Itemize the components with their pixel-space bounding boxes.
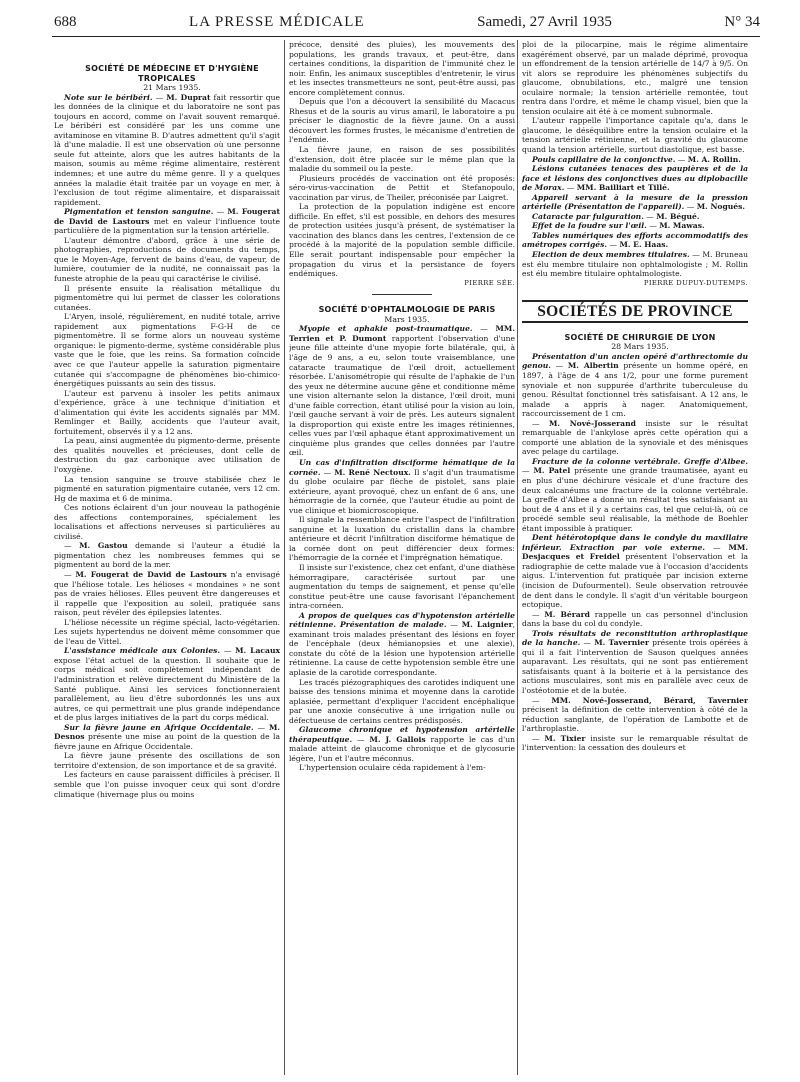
article-text: présentent l'observation et la radiographie de cette malade vue à l'occasion d'accidents aigus. L'intervention fut pratiquée par incision externe (incision de Dufourmentel). Seule observation retrouvée de dent dans le condyle. Il s'agit d'un véritable bourgeon ectopique.: [522, 552, 748, 610]
paragraph: L'auteur est parvenu à insoler les petits animaux d'expérience, grâce à une technique d'initiation et d'alimentation qui évite les accidents signalés par MM. Remlinger et Bailly, accidents que l'auteur avait, fortuitement, observés il y a 12 ans.: [54, 388, 280, 436]
communication-title: Appareil servant à la mesure de la pression artérielle (Présentation de l'appareil).: [522, 192, 748, 212]
column-2: [289, 40, 515, 1080]
article-author: M. René Nectoux.: [334, 467, 411, 477]
article-title: Sur la fièvre jaune en Afrique Occidentale.: [64, 722, 254, 732]
article-author: M. Tavernier: [594, 638, 649, 648]
article-title: Un cas d'infiltration disciforme hématique de la cornée.: [289, 457, 515, 477]
communication-title: Lésions cutanées tenaces des paupières et de la face et lésions des conjonctives dues au diplobacille de Morax.: [522, 164, 748, 193]
society-heading: SOCIÉTÉ DE CHIRURGIE DE LYON: [564, 332, 716, 342]
article: L'assistance médicale aux Colonies. — M. Lacaux expose l'état actuel de la question. Il souhaite que le corps médical soit complètement indépendant de l'administration et relève directement du Ministère de la Santé publique. Ainsi les services fonctionneraient parallèlement, au lieu d'être subordonnés les uns aux autres, ce qui permettrait une plus grande indépendance et de plus larges initiatives de la part du corps médical.: [54, 646, 280, 723]
communication: Election de deux membres titulaires. — M. Bruneau est élu membre titulaire non ophtalmologiste ; M. Rollin est élu membre titulaire ophtalmologiste.: [522, 250, 748, 279]
discussant: MM. Nové-Josserand, Bérard, Tavernier: [551, 695, 748, 705]
article: Note sur le béribéri. — M. Duprat fait ressortir que les données de la clinique et du laboratoire ne sont pas toujours en accord, comme on l'avait souvent remarqué. Le béribéri est considéré par les uns comme une avitaminose en vitamine B. D'autres admettent qu'il s'agit là d'une maladie. Il est une observation où une personne seule fut atteinte, alors que les autres habitants de la maison, soumis au même régime alimentaire, restèrent indemnes; et une autre du même genre. Il y a quelques années la maladie était traitée par un voyage en mer, à l'exclusion de tout régime alimentaire, et disparaissait rapidement.: [54, 92, 280, 207]
discussant: M. Fougerat de David de Lastours: [75, 569, 227, 579]
article-title: Note sur le béribéri.: [64, 92, 153, 102]
article: Myopie et aphakie post-traumatique. — MM. Terrien et P. Dumont rapportent l'observation d'une jeune fille atteinte d'une myopie forte bilatérale, qui, à l'âge de 9 ans, a eu, selon toute vraisemblance, une cataracte traumatique de l'œil droit, actuellement résorbée. L'anisométropie qui résulte de l'aphakie de l'un des yeux ne détermine aucune gêne et conditionne même une vision alternante selon la distance, l'œil droit, muni d'une faible correction, étant utilisé pour la vision au loin, l'œil gauche servant à voir de près. Les auteurs signalent la disproportion qui existe entre les images rétiniennes, celles vues par l'œil aphaque étant approximativement un cinquième plus grandes que celles données par l'autre œil.: [289, 324, 515, 458]
article-text: présente une mise au point de la question de la fièvre jaune en Afrique Occidentale.: [54, 732, 280, 751]
article-title: Pigmentation et tension sanguine.: [64, 207, 214, 217]
paragraph: La protection de la population indigène est encore difficile. En effet, s'il est possible, en dehors des mesures de protection usitées jusqu'à présent, de systématiser la vaccination des blancs dans les centres, l'extension de ce procédé à la majorité de la population semble difficile. Elle serait pourtant indispensable pour empêcher la propagation du virus et la persistance de foyers endémiques.: [289, 202, 515, 279]
article-title: Fracture de la colonne vertébrale. Greffe d'Albee.: [532, 456, 748, 466]
paragraph: La peau, ainsi augmentée du pigmento-derme, présente des qualités nouvelles et précieuses, dont celle de destruction du gaz carbonique avec utilisation de l'oxygène.: [54, 436, 280, 474]
article: Pigmentation et tension sanguine. — M. Fougerat de David de Lastours met en valeur l'influence toute particulière de la pigmentation sur la tension artérielle.: [54, 207, 280, 236]
article-title: Glaucome chronique et hypotension artérielle thérapeutique.: [289, 725, 515, 744]
article-text: expose l'état actuel de la question. Il souhaite que le corps médical soit complètement indépendant de l'administration et relève directement du Ministère de la Santé publique. Ainsi les services fonctionneraient parallèlement, au lieu d'être subordonnés les uns aux autres, ce qui permettrait une plus grande indépendance et de plus larges initiatives de la part du corps médical.: [54, 655, 280, 723]
discussant: M. Bérard: [544, 609, 590, 619]
article-title: L'assistance médicale aux Colonies.: [64, 646, 221, 656]
article-text: rapportent l'observation d'une jeune fille atteinte d'une myopie forte bilatérale, qui, à l'âge de 9 ans, a eu, selon toute vraisemblance, une cataracte traumatique de l'œil droit, actuellement résorbée. L'anisométropie qui résulte de l'aphakie de l'un des yeux ne détermine aucune gêne et conditionne même une vision alternante selon la distance, l'œil droit, muni d'une faible correction, étant utilisé pour la vision au loin, l'œil gauche servant à voir de près. Les auteurs signalent la disproportion qui existe entre les images rétiniennes, celles vues par l'œil aphaque étant approximativement un cinquième plus grandes que celles données par l'autre œil.: [289, 333, 515, 458]
column-divider: [517, 40, 518, 1075]
article-author: M. Patel: [533, 466, 571, 476]
article-text: met en valeur l'influence toute particulière de la pigmentation sur la tension artérielle.: [54, 216, 280, 236]
paragraph: Ces notions éclairent d'un jour nouveau la pathogénie des affections contemporaines, spécialement les localisations et affections nerveuses si particulières au civilisé.: [54, 503, 280, 541]
page-number: 688: [54, 14, 77, 30]
article-title: Présentation d'un ancien opéré d'arthrectomie du genou.: [522, 351, 748, 371]
paragraph: Les facteurs en cause paraissent difficiles à préciser. Il semble que l'on puisse invoquer ceux qui sont d'ordre climatique (hivernage plus ou moins: [54, 770, 280, 799]
article-text: présente une grande traumatisée, ayant eu en plus d'une déchirure vésicale et d'une fracture des deux calcanéums une fracture de la colonne vertébrale. La greffe d'Albee a donné un résultat très satisfaisant au bout de 4 ans et il y a certains cas, tel que celui-là, où ce procédé semble seul réalisable, la méthode de Boehler étant impossible à pratiquer.: [522, 466, 748, 533]
header-rule: [52, 36, 760, 37]
discussion: — M. Tixier insiste sur le remarquable résultat de l'intervention: la cessation des douleurs et: [522, 733, 748, 753]
article-text: , examinant trois malades présentant des lésions en foyer de l'encéphale (deux hémianopsies et une alexie), constate du côté de la lésion une hypotension artérielle rétinienne. La cause de cette hypotension semble être une aplasie de la carotide correspondante.: [289, 620, 515, 677]
section-banner: SOCIÉTÉS DE PROVINCE: [522, 300, 748, 323]
society-heading: SOCIÉTÉ D'OPHTALMOLOGIE DE PARIS: [318, 305, 496, 315]
communication: Effet de la foudre sur l'œil. — M. Mawas.: [532, 221, 705, 231]
communication-author: M. Mawas.: [659, 221, 705, 231]
session-date: 28 Mars 1935.: [611, 342, 669, 352]
discussion: — M. Bérard rappelle un cas personnel d'inclusion dans la base du col du condyle.: [522, 609, 748, 629]
discussion: — MM. Nové-Josserand, Bérard, Tavernier précisent la définition de cette intervention à côté de la réduction sanglante, de l'opération de Lambotte et de l'arthroplastie.: [522, 695, 748, 734]
article-title: Myopie et aphakie post-traumatique.: [299, 324, 473, 334]
article: A propos de quelques cas d'hypotension artérielle rétinienne. Présentation de malade. — M. Laignier, examinant trois malades présentant des lésions en foyer de l'encéphale (deux hémianopsies et une alexie), constate du côté de la lésion une hypotension artérielle rétinienne. La cause de cette hypotension semble être une aplasie de la carotide correspondante.: [289, 610, 515, 677]
communication-title: Election de deux membres titulaires.: [532, 250, 690, 260]
communication-author: M. Nogués.: [696, 202, 746, 212]
discussion-text: insiste sur le résultat remarquable de l'ankylose après cette opération qui a comporté une ablation de la synoviale et des ménisques avec pelage du cartilage.: [522, 418, 748, 457]
communication-title: Cataracte par fulguration.: [532, 211, 644, 221]
article-author: M. Laignier: [461, 620, 513, 630]
article-author: M. Albertin: [567, 361, 619, 371]
communication: Cataracte par fulguration. — M. Bégué.: [532, 211, 700, 221]
communication-title: Tables numériques des efforts accommodatifs des amétropes corrigés.: [522, 230, 748, 250]
discussant: M. Nové-Josserand: [549, 418, 636, 428]
article-author: MM. Terrien et P. Dumont: [289, 324, 515, 343]
paragraph: L'héliose nécessite un régime spécial, lacto-végétarien. Les sujets hypertendus ne doivent même consommer que de l'eau de Vittel.: [54, 617, 280, 646]
communication-author: MM. Bailliart et Tillé.: [576, 183, 670, 193]
paragraph: L'auteur rappelle l'importance capitale qu'a, dans le glaucome, le déséquilibre entre la tension oculaire et la tension artérielle rétinienne, et la gravité du glaucome quand la tension artérielle, surtout diastolique, est basse.: [522, 116, 748, 155]
discussant: M. Tixier: [544, 733, 586, 743]
column-divider: [284, 40, 285, 1075]
article-title: A propos de quelques cas d'hypotension artérielle rétinienne. Présentation de malade.: [289, 610, 515, 630]
discussion-text: demande si l'auteur a étudié la pigmentation chez les nombreuses femmes qui se pigmentent au bord de la mer.: [54, 541, 280, 570]
article: Présentation d'un ancien opéré d'arthrectomie du genou. — M. Albertin présente un homme opéré, en 1897, à l'âge de 4 ans 1/2, pour une forme purement synoviale et non suppurée d'arthrite tuberculeuse du genou. Résultat fonctionnel très satisfaisant. A 12 ans, le malade a appris à nager. Anatomiquement, raccourcissement de 1 cm.: [522, 351, 748, 419]
communication-title: Pouls capillaire de la conjonctive.: [532, 154, 676, 164]
paragraph: Il signale la ressemblance entre l'aspect de l'infiltration sanguine et la luxation du cristallin dans la chambre antérieure et décrit l'infiltration disciforme hématique de la cornée dont on peut différencier deux formes: l'hémorragie de la cornée et l'imprégnation hématique.: [289, 515, 515, 563]
article-author: M. J. Gallois: [369, 734, 426, 744]
article: Dent hétérotopique dans le condyle du maxillaire inférieur. Extraction par voie externe. — MM. Desjacques et Freidel présentent l'observation et la radiographie de cette malade vue à l'occasion d'accidents aigus. L'intervention fut pratiquée par incision externe (incision de Dufourmentel). Seule observation retrouvée de dent dans le condyle. Il s'agit d'un véritable bourgeon ectopique.: [522, 533, 748, 610]
column-3: [522, 40, 748, 1080]
communication-author: M. A. Rollin.: [687, 154, 741, 164]
article-author: M. Fougerat de David de Lastours: [54, 207, 280, 226]
article: Glaucome chronique et hypotension artérielle thérapeutique. — M. J. Gallois rapporte le cas d'un malade atteint de glaucome chronique et de glycosurie légère, l'un et l'autre méconnus.: [289, 725, 515, 763]
article-text: Il s'agit d'un traumatisme du globe oculaire par flèche de pistolet, sans plaie extérieure, ayant provoqué, chez un enfant de 6 ans, une hémorragie de la cornée, que l'auteur étudie au point de vue clinique et biomicroscopique.: [289, 467, 515, 515]
journal-title: LA PRESSE MÉDICALE: [189, 14, 365, 30]
article-author: M. Desnos: [54, 722, 280, 742]
article: Fracture de la colonne vertébrale. Greffe d'Albee. — M. Patel présente une grande traumatisée, ayant eu en plus d'une déchirure vésicale et d'une fracture des deux calcanéums une fracture de la colonne vertébrale. La greffe d'Albee a donné un résultat très satisfaisant au bout de 4 ans et il y a certains cas, tel que celui-là, où ce procédé semble seul réalisable, la méthode de Boehler étant impossible à pratiquer.: [522, 456, 748, 533]
column-1: [54, 40, 280, 1080]
article-text: présente un homme opéré, en 1897, à l'âge de 4 ans 1/2, pour une forme purement synoviale et non suppurée d'arthrite tuberculeuse du genou. Résultat fonctionnel très satisfaisant. A 12 ans, le malade a appris à nager. Anatomiquement, raccourcissement de 1 cm.: [522, 361, 748, 419]
issue-number: N° 34: [724, 14, 760, 30]
page-header: [54, 14, 760, 36]
paragraph: Il présente ensuite la réalisation métallique du pigmentomètre qui lui permet de classer les colorations cutanées.: [54, 283, 280, 312]
paragraph: La fièvre jaune présente des oscillations de son territoire d'extension, de son importance et de sa gravité.: [54, 751, 280, 770]
article-title: Dent hétérotopique dans le condyle du maxillaire inférieur. Extraction par voie externe.: [522, 533, 748, 552]
discussion: — M. Gastou demande si l'auteur a étudié la pigmentation chez les nombreuses femmes qui se pigmentent au bord de la mer.: [54, 541, 280, 570]
article: Trois résultats de reconstitution arthroplastique de la hanche. — M. Tavernier présente trois opérées à qui il a fait l'intervention de Sauson quelques années auparavant. Les résultats, qui ne sont pas entièrement satisfaisants quant à la boiterie et à la persistance des actions musculaires, sont mis en parallèle avec ceux de l'ostéotomie et de la butée.: [522, 628, 748, 695]
paragraph: Les tracés piézographiques des carotides indiquent une baisse des tensions minima et moyenne dans la carotide aplasiée, permettant d'expliquer l'accident encéphalique par une anoxie consécutive à une irrigation nulle ou défectueuse de certains centres prédisposés.: [289, 677, 515, 725]
communication-author: M. E. Haas.: [619, 240, 669, 250]
session-date: Mars 1935.: [384, 314, 430, 324]
article: Un cas d'infiltration disciforme hématique de la cornée. — M. René Nectoux. Il s'agit d'un traumatisme du globe oculaire par flèche de pistolet, sans plaie extérieure, ayant provoqué, chez un enfant de 6 ans, une hémorragie de la cornée, que l'auteur étudie au point de vue clinique et biomicroscopique.: [289, 457, 515, 515]
communication: Lésions cutanées tenaces des paupières et de la face et lésions des conjonctives dues au diplobacille de Morax. — MM. Bailliart et Tillé.: [522, 164, 748, 193]
paragraph: L'Aryen, insolé, régulièrement, en nudité totale, arrive rapidement aux pigmentations F-G-H de ce pigmentomètre. Il se forme alors un nouveau système organique: le pigmento-derme, système considérable plus vaste que le foie, que les reins. Sa formation coïncide avec ce que l'auteur appelle la saturation pigmentaire cutanée qui s'accompagne de phénomènes bio-chimico-énergétiques puissants au sein des tissus.: [54, 312, 280, 389]
discussion-text: insiste sur le remarquable résultat de l'intervention: la cessation des douleurs et: [522, 733, 748, 753]
signature: PIERRE SÉE.: [464, 278, 515, 287]
article-author: M. Duprat: [166, 92, 211, 102]
article-text: fait ressortir que les données de la clinique et du laboratoire ne sont pas toujours en accord, comme on l'avait souvent remarqué. Le béribéri est considéré par les uns comme une avitaminose en vitamine B. D'autres admettent qu'il s'agit là d'une maladie. Il est une observation où une personne seule fut atteinte, alors que les autres habitants de la maison, soumis au même régime alimentaire, restèrent indemnes; et une autre du même genre. Il y a quelques années la maladie était traitée par un voyage en mer, à l'exclusion de tout régime alimentaire, et disparaissait rapidement.: [54, 92, 280, 207]
paragraph: Il insiste sur l'existence, chez cet enfant, d'une diathèse hémorragipare, caractérisée surtout par une augmentation du temps de saignement, et pense qu'elle constitue peut-être une cause favorisant l'épanchement intra-cornéen.: [289, 562, 515, 611]
article-text: présente trois opérées à qui il a fait l'intervention de Sauson quelques années auparavant. Les résultats, qui ne sont pas entièrement satisfaisants quant à la boiterie et à la persistance des actions musculaires, sont mis en parallèle avec ceux de l'ostéotomie et de la butée.: [522, 638, 748, 695]
communication-author: M. Bégué.: [656, 211, 700, 221]
communication: Appareil servant à la mesure de la pression artérielle (Présentation de l'appareil). — M. Nogués.: [522, 192, 748, 212]
paragraph: La tension sanguine se trouve stabilisée chez le pigmenté en saturation pigmentaire cutanée, vers 12 cm. Hg de maxima et 6 de minima.: [54, 474, 280, 503]
article-title: Trois résultats de reconstitution arthroplastique de la hanche.: [522, 628, 748, 648]
article-text: rapporte le cas d'un malade atteint de glaucome chronique et de glycosurie légère, l'un et l'autre méconnus.: [289, 734, 515, 763]
communication-title: Effet de la foudre sur l'œil.: [532, 221, 647, 231]
discussion-text: précisent la définition de cette intervention à côté de la réduction sanglante, de l'opération de Lambotte et de l'arthroplastie.: [522, 705, 748, 734]
article: Sur la fièvre jaune en Afrique Occidentale. — M. Desnos présente une mise au point de la question de la fièvre jaune en Afrique Occidentale.: [54, 722, 280, 751]
article-author: MM. Desjacques et Freidel: [522, 542, 748, 562]
discussion: — M. Fougerat de David de Lastours n'a envisagé que l'héliose totale. Les hélioses « mondaines » ne sont pas de vraies hélioses. Elles peuvent être dangereuses et il rappelle que l'exposition au soleil, pratiquée sans raison, peut révéler des épilepsies latentes.: [54, 569, 280, 618]
discussion-text: n'a envisagé que l'héliose totale. Les hélioses « mondaines » ne sont pas de vraies hélioses. Elles peuvent être dangereuses et il rappelle que l'exposition au soleil, pratiquée sans raison, peut révéler des épilepsies latentes.: [54, 569, 280, 618]
paragraph: précoce, densité des pluies), les mouvements des populations, les grands travaux, et peut-être, dans certaines conditions, la disparition de l'immunité chez le noir. Enfin, les animaux susceptibles d'entretenir, le virus et les insectes transmetteurs ne sont, peut-être aussi, pas encore complètement connus.: [289, 40, 515, 97]
paragraph: Depuis que l'on a découvert la sensibilité du Macacus Rhesus et de la souris au virus amaril, le laboratoire a pu préciser le diagnostic de la fièvre jaune. On a aussi découvert les formes frustes, le mécanisme d'entretien de l'endémie.: [289, 97, 515, 145]
issue-date: Samedi, 27 Avril 1935: [477, 14, 612, 30]
discussion-text: rappelle un cas personnel d'inclusion dans la base du col du condyle.: [522, 609, 748, 629]
article-author: M. Lacaux: [235, 646, 280, 656]
paragraph: ploi de la pilocarpine, mais le régime alimentaire exagérément observé, par un malade déprimé, provoqua un effondrement de la tension artérielle de 14/7 à 9/5. On vit alors se reproduire les phénomènes subjectifs du glaucome, obnubilations, etc., malgré une tension oculaire normale; la tension artérielle remontée, tout rentra dans l'ordre, et même le champ visuel, bien que la tension oculaire ait été à ce moment subnormale.: [522, 40, 748, 116]
society-heading: SOCIÉTÉ DE MÉDECINE ET D'HYGIÈNE TROPICALES: [85, 64, 259, 83]
communication-text: M. Bruneau est élu membre titulaire non ophtalmologiste ; M. Rollin est élu membre titulaire ophtalmologiste.: [522, 250, 748, 279]
paragraph: L'hypertension oculaire céda rapidement à l'em-: [299, 763, 486, 773]
paragraph: La fièvre jaune, en raison de ses possibilités d'extension, doit être placée sur le même plan que la maladie du sommeil ou la peste.: [289, 145, 515, 174]
discussion: — M. Nové-Josserand insiste sur le résultat remarquable de l'ankylose après cette opération qui a comporté une ablation de la synoviale et des ménisques avec pelage du cartilage.: [522, 418, 748, 457]
discussant: M. Gastou: [79, 541, 128, 551]
session-date: 21 Mars 1935.: [143, 83, 201, 93]
communication: Pouls capillaire de la conjonctive. — M. A. Rollin.: [532, 154, 741, 164]
paragraph: Plusieurs procédés de vaccination ont été proposés: séro-virus-vaccination de Pettit et Stefanopoulo, vaccination par virus, de Theiler, préconisée par Laigret.: [289, 173, 515, 202]
signature: PIERRE DUPUY-DUTEMPS.: [643, 278, 748, 287]
communication: Tables numériques des efforts accommodatifs des amétropes corrigés. — M. E. Haas.: [522, 230, 748, 250]
paragraph: L'auteur démontre d'abord, grâce à une série de photographies, reproductions de documents du temps, que le Moyen-Age, fervent de bains d'eau, de vapeur, de lumière, coutumier de la nudité, ne connaissait pas la funeste atrophie de la peau qui caractérise le civilisé.: [54, 235, 280, 284]
section-rule: [372, 294, 432, 295]
